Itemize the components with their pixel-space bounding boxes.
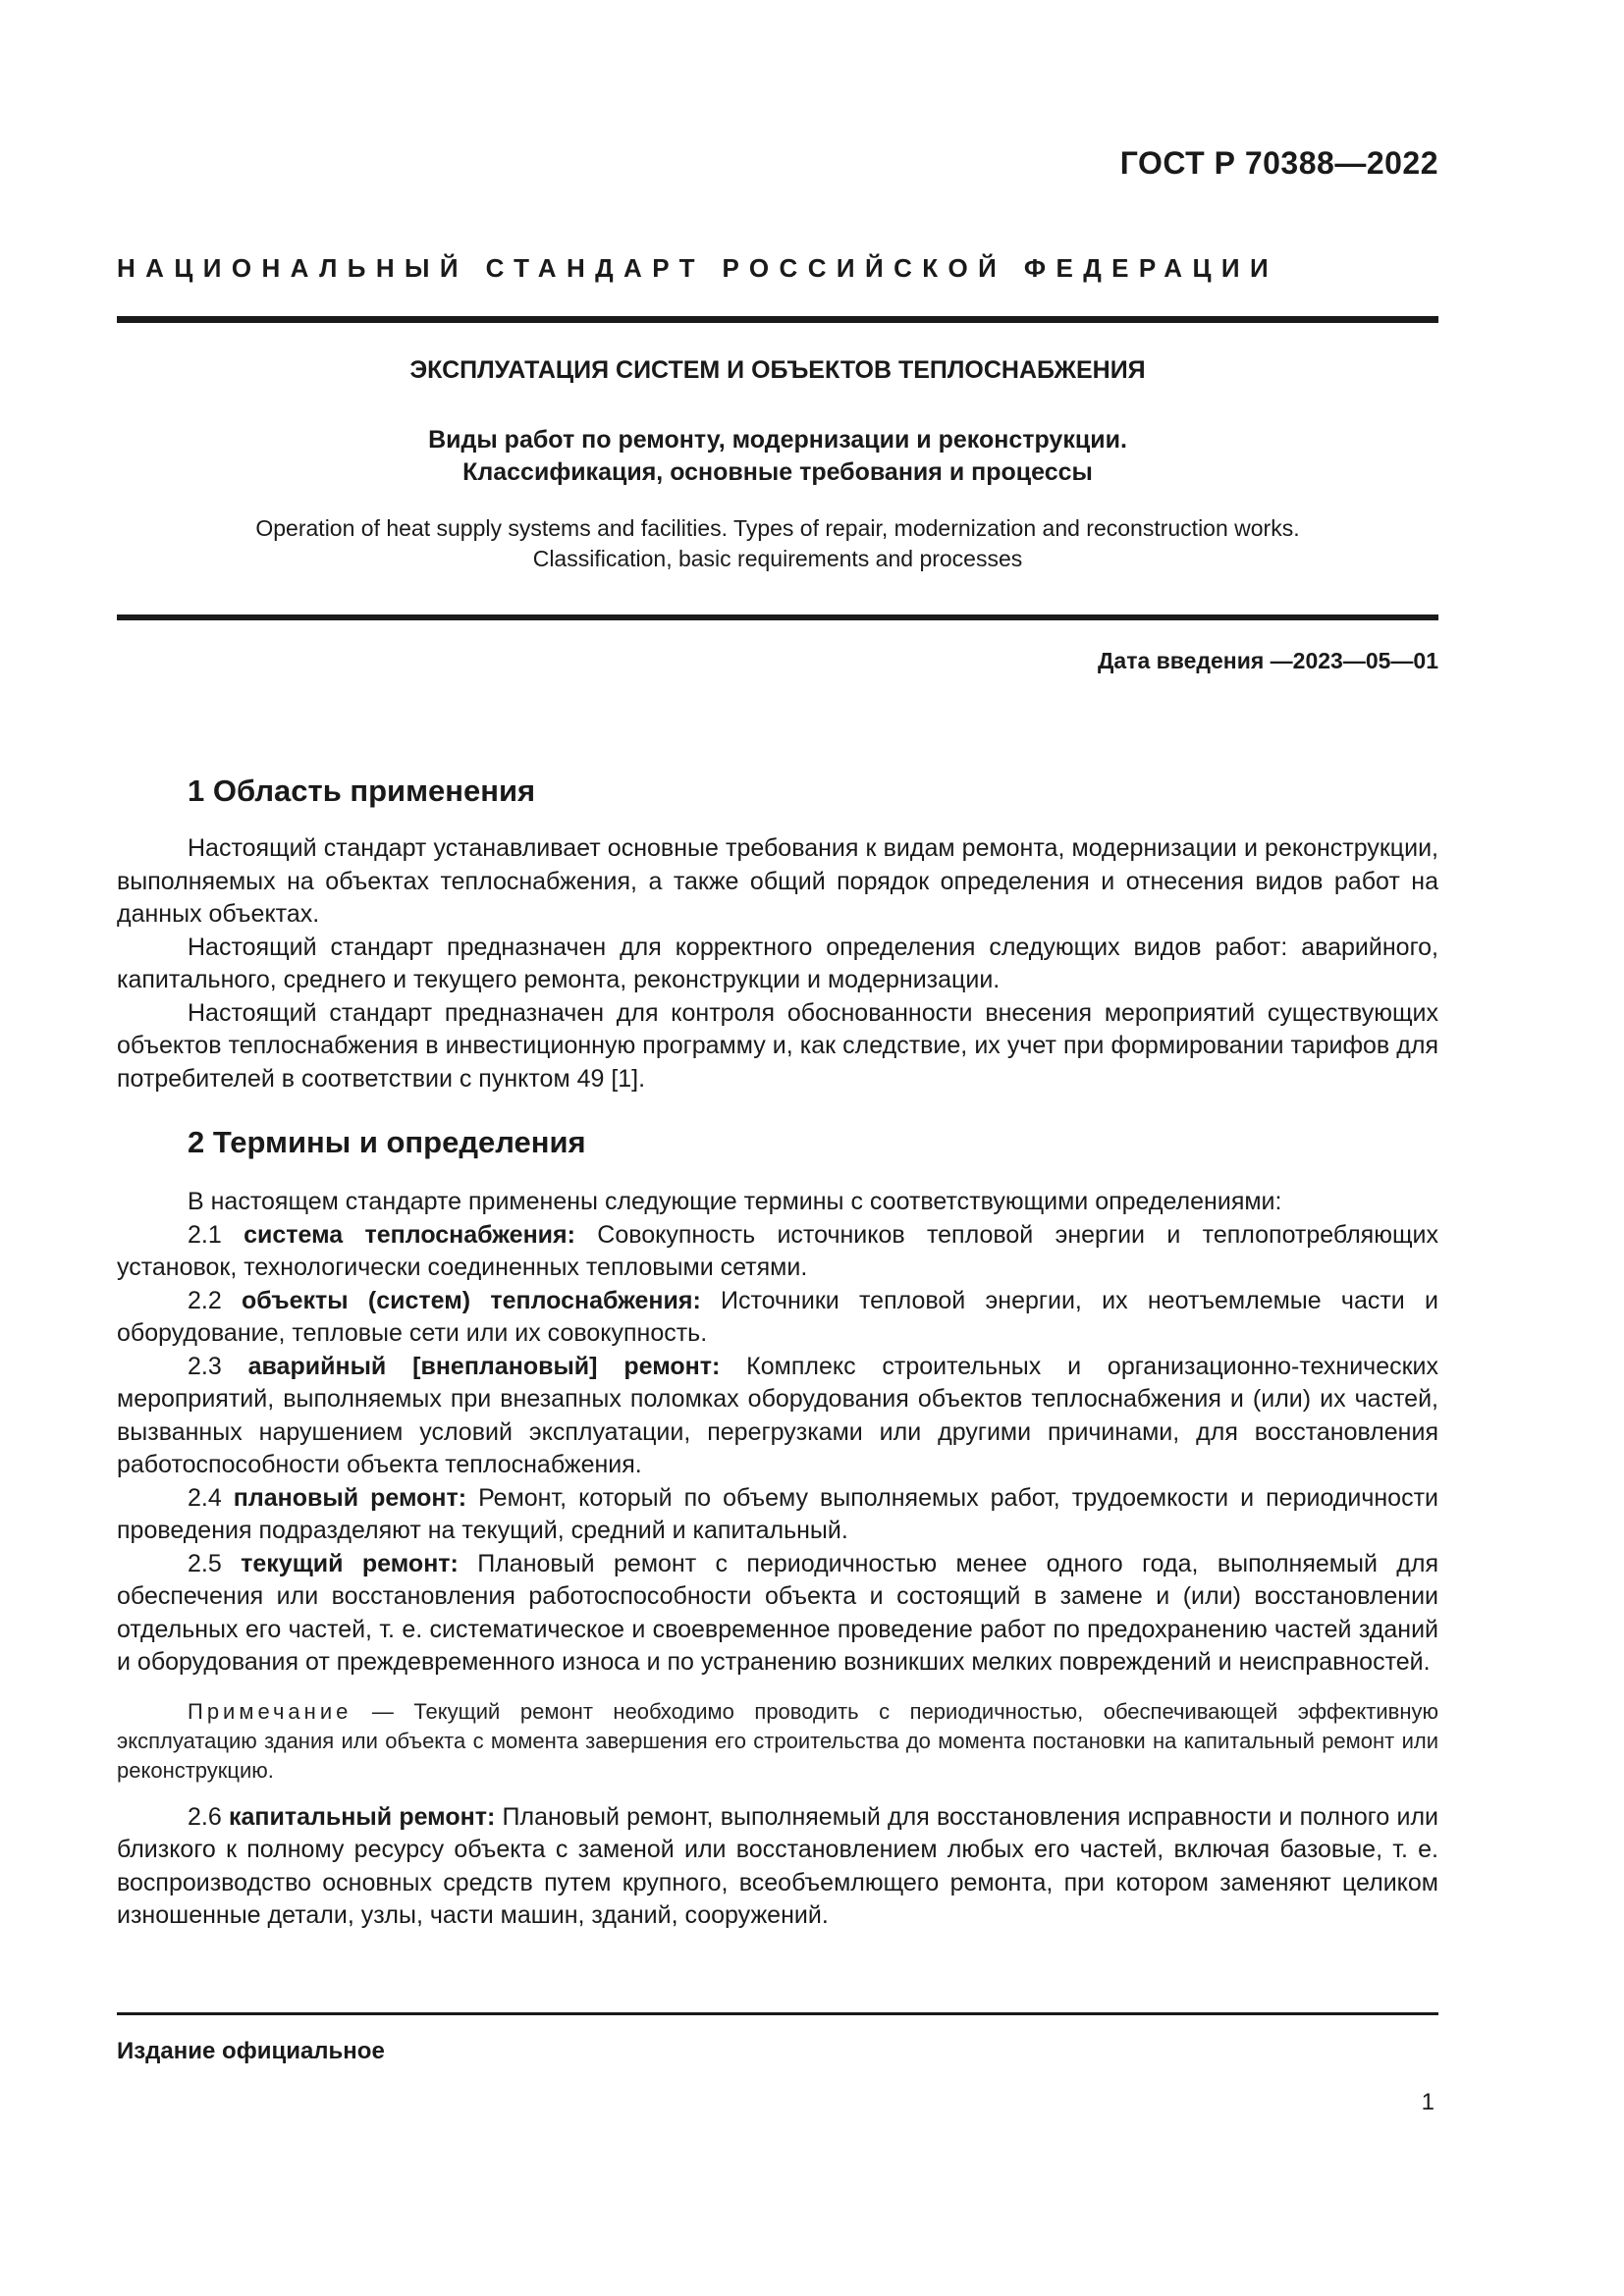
term-name: аварийный [внеплановый] ремонт:: [247, 1352, 721, 1380]
term-definition: [117, 1482, 1438, 1548]
top-rule: [117, 316, 1438, 323]
section-1-paragraph: Настоящий стандарт предназначен для корректного определения следующих видов работ: аварийного, капитального, среднего и текущего ремонта, реконструкции и модернизации.: [117, 933, 1438, 993]
term-text: Совокупность источников тепловой энергии и теплопотребляющих установок, технологически соединенных тепловыми сетями.: [117, 1220, 1439, 1281]
subtitle-line-2: Классификация, основные требования и процессы: [462, 458, 1093, 486]
term-definition: [117, 1801, 1438, 1933]
document-title: ЭКСПЛУАТАЦИЯ СИСТЕМ И ОБЪЕКТОВ ТЕПЛОСНАБЖЕНИЯ: [409, 356, 1146, 384]
page-number: 1: [1421, 2089, 1435, 2115]
section-1-heading: 1 Область применения: [188, 774, 536, 808]
term-name: капитальный ремонт:: [229, 1802, 496, 1831]
section-2-intro: В настоящем стандарте применены следующие термины с соответствующими определениями:: [188, 1188, 1282, 1215]
term-number: 2.3: [188, 1352, 248, 1380]
term-name: текущий ремонт:: [241, 1549, 459, 1577]
english-title-line-1: Operation of heat supply systems and facilities. Types of repair, modernization and reconstruction works.: [255, 515, 1300, 541]
title-rule: [117, 614, 1438, 620]
national-standard-banner: НАЦИОНАЛЬНЫЙ СТАНДАРТ РОССИЙСКОЙ ФЕДЕРАЦИИ: [117, 253, 1279, 283]
footer-rule: [117, 2012, 1438, 2015]
note-text: — Текущий ремонт необходимо проводить с периодичностью, обеспечивающей эффективную эксплуатацию здания или объекта с момента завершения его строительства до момента постановки на капитальный ремонт или реконструкцию.: [117, 1698, 1438, 1783]
section-2-heading: 2 Термины и определения: [188, 1125, 586, 1159]
term-number: 2.2: [188, 1286, 243, 1314]
standard-number: ГОСТ Р 70388—2022: [1119, 145, 1438, 181]
term-number: 2.1: [188, 1220, 244, 1249]
term-definition: [117, 1285, 1438, 1351]
document-page: [117, 0, 1438, 2296]
note: [117, 1697, 1438, 1786]
note-label: Примечание: [188, 1698, 352, 1724]
official-edition-label: Издание официальное: [117, 2038, 385, 2064]
document-subtitle: [117, 424, 1438, 489]
term-text: Источники тепловой энергии, их неотъемлемые части и оборудование, тепловые сети или их совокупность.: [117, 1286, 1439, 1347]
english-title-line-2: Classification, basic requirements and processes: [532, 546, 1023, 571]
term-name: объекты (систем) теплоснабжения:: [242, 1286, 701, 1314]
term-text: Ремонт, который по объему выполняемых работ, трудоемкости и периодичности проведения подразделяют на текущий, средний и капитальный.: [117, 1483, 1438, 1544]
term-number: 2.5: [188, 1549, 242, 1577]
term-number: 2.4: [188, 1483, 234, 1512]
term-text: Плановый ремонт с периодичностью менее одного года, выполняемый для обеспечения или восстановления работоспособности объекта и состоящий в замене и (или) восстановлении отдельных его частей, т. е. систематическое и своевременное проведение работ по предохранению частей зданий и оборудования от преждевременного износа и по устранению возникших мелких повреждений и неисправностей.: [117, 1549, 1439, 1676]
section-1-paragraph: Настоящий стандарт устанавливает основные требования к видам ремонта, модернизации и реконструкции, выполняемых на объектах теплоснабжения, а также общий порядок определения и отнесения видов работ на данных объектах.: [117, 834, 1438, 928]
term-definition: [117, 1219, 1438, 1285]
term-number: 2.6: [188, 1802, 229, 1831]
term-definition: [117, 1351, 1438, 1482]
introduction-date: Дата введения —2023—05—01: [1098, 648, 1438, 673]
section-1-paragraph: Настоящий стандарт предназначен для контроля обоснованности внесения мероприятий существующих объектов теплоснабжения в инвестиционную программу и, как следствие, их учет при формировании тарифов для потребителей в соответствии с пунктом 49 [1].: [117, 998, 1438, 1093]
term-name: система теплоснабжения:: [244, 1220, 575, 1249]
english-title: [117, 513, 1438, 574]
document-body: [117, 772, 1438, 1933]
term-text: Комплекс строительных и организационно-технических мероприятий, выполняемых при внезапных поломках оборудования объектов теплоснабжения и (или) их частей, вызванных нарушением условий эксплуатации, перегрузками или другими причинами, для восстановления работоспособности объекта теплоснабжения.: [117, 1352, 1439, 1478]
term-definition: [117, 1548, 1438, 1680]
term-name: плановый ремонт:: [233, 1483, 467, 1512]
term-text: Плановый ремонт, выполняемый для восстановления исправности и полного или близкого к полному ресурсу объекта с заменой или восстановлением любых его частей, включая базовые, т. е. воспроизводство основных средств путем крупного, всеобъемлющего ремонта, при котором заменяют целиком изношенные детали, узлы, части машин, зданий, сооружений.: [117, 1802, 1439, 1929]
subtitle-line-1: Виды работ по ремонту, модернизации и реконструкции.: [428, 426, 1127, 454]
